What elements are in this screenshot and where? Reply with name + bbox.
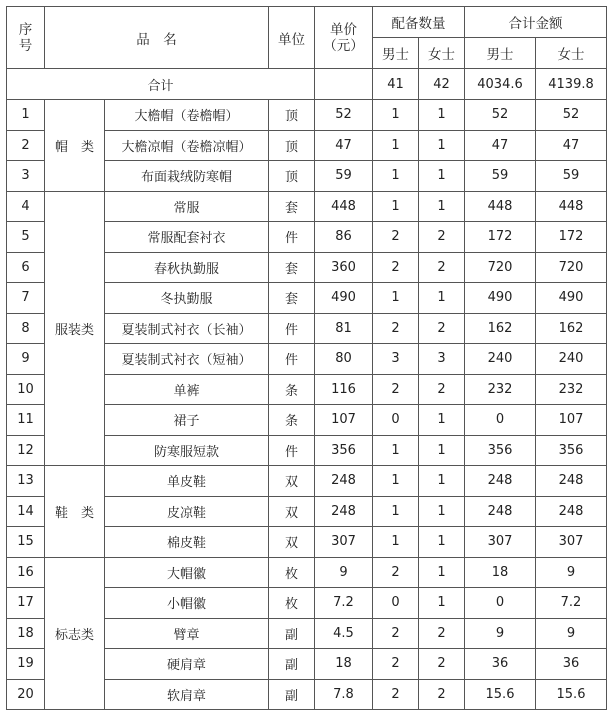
qty-male: 2 bbox=[373, 374, 419, 405]
qty-female: 1 bbox=[419, 283, 465, 314]
total-label: 合计 bbox=[7, 69, 315, 100]
row-number: 14 bbox=[7, 496, 45, 527]
row-number: 20 bbox=[7, 679, 45, 710]
row-number: 18 bbox=[7, 618, 45, 649]
amt-female: 7.2 bbox=[536, 588, 607, 619]
item-price: 307 bbox=[315, 527, 373, 558]
qty-female: 2 bbox=[419, 618, 465, 649]
amt-female: 9 bbox=[536, 557, 607, 588]
item-price: 80 bbox=[315, 344, 373, 375]
item-price: 248 bbox=[315, 496, 373, 527]
amt-female: 490 bbox=[536, 283, 607, 314]
item-unit: 条 bbox=[269, 405, 315, 436]
header-amt-male: 男士 bbox=[465, 38, 536, 69]
table-row bbox=[7, 100, 607, 131]
item-name: 布面栽绒防寒帽 bbox=[105, 161, 269, 192]
item-unit: 副 bbox=[269, 679, 315, 710]
total-qty-female: 42 bbox=[419, 69, 465, 100]
amt-male: 52 bbox=[465, 100, 536, 131]
amt-female: 15.6 bbox=[536, 679, 607, 710]
qty-female: 2 bbox=[419, 313, 465, 344]
qty-male: 1 bbox=[373, 466, 419, 497]
amt-male: 36 bbox=[465, 649, 536, 680]
item-price: 86 bbox=[315, 222, 373, 253]
item-name: 常服配套衬衣 bbox=[105, 222, 269, 253]
qty-female: 1 bbox=[419, 435, 465, 466]
item-unit: 件 bbox=[269, 222, 315, 253]
row-number: 4 bbox=[7, 191, 45, 222]
item-price: 360 bbox=[315, 252, 373, 283]
qty-female: 1 bbox=[419, 405, 465, 436]
item-price: 107 bbox=[315, 405, 373, 436]
item-price: 7.2 bbox=[315, 588, 373, 619]
amt-female: 107 bbox=[536, 405, 607, 436]
qty-male: 1 bbox=[373, 191, 419, 222]
item-price: 248 bbox=[315, 466, 373, 497]
qty-female: 2 bbox=[419, 222, 465, 253]
item-unit: 枚 bbox=[269, 588, 315, 619]
item-name: 夏装制式衬衣（长袖） bbox=[105, 313, 269, 344]
amt-female: 47 bbox=[536, 130, 607, 161]
item-price: 18 bbox=[315, 649, 373, 680]
item-unit: 套 bbox=[269, 283, 315, 314]
amt-female: 248 bbox=[536, 496, 607, 527]
amt-female: 232 bbox=[536, 374, 607, 405]
qty-male: 2 bbox=[373, 618, 419, 649]
header-price-line1: 单价 bbox=[330, 21, 357, 38]
qty-female: 1 bbox=[419, 161, 465, 192]
amt-female: 356 bbox=[536, 435, 607, 466]
qty-male: 2 bbox=[373, 222, 419, 253]
amt-male: 240 bbox=[465, 344, 536, 375]
row-number: 16 bbox=[7, 557, 45, 588]
item-unit: 双 bbox=[269, 496, 315, 527]
amt-male: 720 bbox=[465, 252, 536, 283]
item-name: 皮凉鞋 bbox=[105, 496, 269, 527]
qty-female: 3 bbox=[419, 344, 465, 375]
qty-male: 2 bbox=[373, 679, 419, 710]
item-name: 大檐帽（卷檐帽） bbox=[105, 100, 269, 131]
qty-female: 1 bbox=[419, 527, 465, 558]
item-price: 356 bbox=[315, 435, 373, 466]
item-name: 臂章 bbox=[105, 618, 269, 649]
qty-male: 1 bbox=[373, 527, 419, 558]
header-price bbox=[315, 7, 373, 69]
qty-female: 2 bbox=[419, 252, 465, 283]
qty-female: 1 bbox=[419, 100, 465, 131]
header-price-line2: （元） bbox=[323, 37, 364, 54]
amt-male: 15.6 bbox=[465, 679, 536, 710]
item-name: 大檐凉帽（卷檐凉帽） bbox=[105, 130, 269, 161]
item-unit: 顶 bbox=[269, 161, 315, 192]
item-price: 4.5 bbox=[315, 618, 373, 649]
amt-male: 172 bbox=[465, 222, 536, 253]
table-row bbox=[7, 191, 607, 222]
amt-female: 162 bbox=[536, 313, 607, 344]
row-number: 17 bbox=[7, 588, 45, 619]
total-price-empty bbox=[315, 69, 373, 100]
item-unit: 副 bbox=[269, 649, 315, 680]
row-number: 11 bbox=[7, 405, 45, 436]
amt-female: 448 bbox=[536, 191, 607, 222]
category-label: 标志类 bbox=[45, 557, 105, 710]
table-header bbox=[7, 7, 607, 100]
row-number: 10 bbox=[7, 374, 45, 405]
header-seq bbox=[7, 7, 45, 69]
amt-female: 36 bbox=[536, 649, 607, 680]
header-unit: 单位 bbox=[269, 7, 315, 69]
total-row bbox=[7, 69, 607, 100]
item-name: 春秋执勤服 bbox=[105, 252, 269, 283]
header-name: 品 名 bbox=[45, 7, 269, 69]
item-name: 常服 bbox=[105, 191, 269, 222]
item-name: 冬执勤服 bbox=[105, 283, 269, 314]
total-amt-male: 4034.6 bbox=[465, 69, 536, 100]
amt-male: 18 bbox=[465, 557, 536, 588]
amt-male: 59 bbox=[465, 161, 536, 192]
table-body bbox=[7, 100, 607, 710]
item-unit: 件 bbox=[269, 435, 315, 466]
qty-female: 1 bbox=[419, 466, 465, 497]
qty-female: 1 bbox=[419, 588, 465, 619]
amt-female: 9 bbox=[536, 618, 607, 649]
qty-female: 1 bbox=[419, 557, 465, 588]
item-price: 81 bbox=[315, 313, 373, 344]
amt-male: 248 bbox=[465, 496, 536, 527]
qty-male: 2 bbox=[373, 649, 419, 680]
row-number: 6 bbox=[7, 252, 45, 283]
item-price: 448 bbox=[315, 191, 373, 222]
amt-male: 448 bbox=[465, 191, 536, 222]
qty-male: 0 bbox=[373, 405, 419, 436]
row-number: 12 bbox=[7, 435, 45, 466]
item-unit: 双 bbox=[269, 527, 315, 558]
item-name: 单裤 bbox=[105, 374, 269, 405]
qty-female: 1 bbox=[419, 130, 465, 161]
amt-male: 356 bbox=[465, 435, 536, 466]
item-price: 52 bbox=[315, 100, 373, 131]
item-name: 棉皮鞋 bbox=[105, 527, 269, 558]
amt-female: 52 bbox=[536, 100, 607, 131]
item-unit: 顶 bbox=[269, 130, 315, 161]
item-name: 裙子 bbox=[105, 405, 269, 436]
category-label: 帽 类 bbox=[45, 100, 105, 192]
amt-male: 490 bbox=[465, 283, 536, 314]
item-unit: 枚 bbox=[269, 557, 315, 588]
amt-female: 307 bbox=[536, 527, 607, 558]
amt-male: 47 bbox=[465, 130, 536, 161]
row-number: 19 bbox=[7, 649, 45, 680]
row-number: 13 bbox=[7, 466, 45, 497]
qty-male: 1 bbox=[373, 130, 419, 161]
item-price: 59 bbox=[315, 161, 373, 192]
qty-male: 2 bbox=[373, 313, 419, 344]
amt-male: 9 bbox=[465, 618, 536, 649]
qty-male: 1 bbox=[373, 283, 419, 314]
item-price: 116 bbox=[315, 374, 373, 405]
header-qty-group: 配备数量 bbox=[373, 7, 465, 38]
item-name: 小帽徽 bbox=[105, 588, 269, 619]
header-amt-group: 合计金额 bbox=[465, 7, 607, 38]
item-name: 防寒服短款 bbox=[105, 435, 269, 466]
total-amt-female: 4139.8 bbox=[536, 69, 607, 100]
item-name: 夏装制式衬衣（短袖） bbox=[105, 344, 269, 375]
item-unit: 件 bbox=[269, 344, 315, 375]
amt-male: 0 bbox=[465, 588, 536, 619]
row-number: 5 bbox=[7, 222, 45, 253]
qty-male: 1 bbox=[373, 496, 419, 527]
qty-male: 1 bbox=[373, 435, 419, 466]
qty-male: 1 bbox=[373, 100, 419, 131]
item-price: 7.8 bbox=[315, 679, 373, 710]
row-number: 3 bbox=[7, 161, 45, 192]
table-row bbox=[7, 466, 607, 497]
qty-male: 2 bbox=[373, 557, 419, 588]
item-unit: 条 bbox=[269, 374, 315, 405]
amt-female: 59 bbox=[536, 161, 607, 192]
qty-female: 1 bbox=[419, 191, 465, 222]
header-qty-female: 女士 bbox=[419, 38, 465, 69]
item-name: 软肩章 bbox=[105, 679, 269, 710]
category-label: 服装类 bbox=[45, 191, 105, 466]
qty-male: 1 bbox=[373, 161, 419, 192]
header-seq-line1: 序 bbox=[18, 21, 33, 38]
qty-female: 1 bbox=[419, 496, 465, 527]
qty-female: 2 bbox=[419, 374, 465, 405]
row-number: 1 bbox=[7, 100, 45, 131]
row-number: 8 bbox=[7, 313, 45, 344]
amt-male: 162 bbox=[465, 313, 536, 344]
amt-female: 720 bbox=[536, 252, 607, 283]
total-qty-male: 41 bbox=[373, 69, 419, 100]
amt-male: 232 bbox=[465, 374, 536, 405]
amt-male: 248 bbox=[465, 466, 536, 497]
row-number: 7 bbox=[7, 283, 45, 314]
qty-male: 2 bbox=[373, 252, 419, 283]
item-name: 硬肩章 bbox=[105, 649, 269, 680]
item-name: 大帽徽 bbox=[105, 557, 269, 588]
item-unit: 双 bbox=[269, 466, 315, 497]
row-number: 2 bbox=[7, 130, 45, 161]
item-unit: 件 bbox=[269, 313, 315, 344]
qty-female: 2 bbox=[419, 649, 465, 680]
category-label: 鞋 类 bbox=[45, 466, 105, 558]
qty-male: 0 bbox=[373, 588, 419, 619]
item-unit: 副 bbox=[269, 618, 315, 649]
qty-male: 3 bbox=[373, 344, 419, 375]
item-unit: 套 bbox=[269, 252, 315, 283]
header-amt-female: 女士 bbox=[536, 38, 607, 69]
item-price: 47 bbox=[315, 130, 373, 161]
item-price: 9 bbox=[315, 557, 373, 588]
header-seq-line2: 号 bbox=[18, 37, 33, 54]
qty-female: 2 bbox=[419, 679, 465, 710]
item-unit: 套 bbox=[269, 191, 315, 222]
row-number: 15 bbox=[7, 527, 45, 558]
uniform-allocation-table bbox=[6, 6, 607, 710]
header-qty-male: 男士 bbox=[373, 38, 419, 69]
table-row bbox=[7, 557, 607, 588]
item-price: 490 bbox=[315, 283, 373, 314]
amt-male: 307 bbox=[465, 527, 536, 558]
amt-female: 248 bbox=[536, 466, 607, 497]
item-unit: 顶 bbox=[269, 100, 315, 131]
item-name: 单皮鞋 bbox=[105, 466, 269, 497]
amt-female: 172 bbox=[536, 222, 607, 253]
row-number: 9 bbox=[7, 344, 45, 375]
amt-female: 240 bbox=[536, 344, 607, 375]
amt-male: 0 bbox=[465, 405, 536, 436]
